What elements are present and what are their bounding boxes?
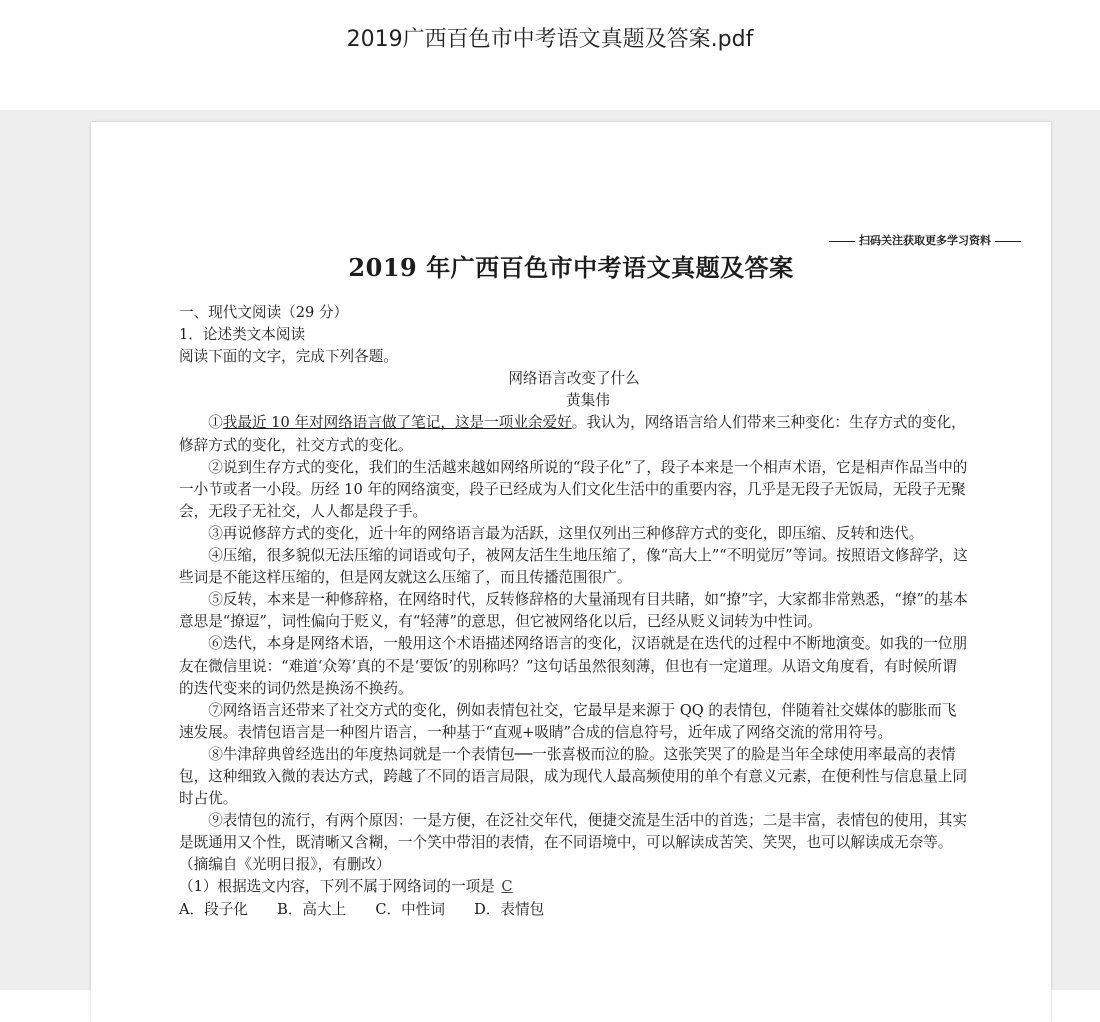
paragraph-7: ⑦网络语言还带来了社交方式的变化，例如表情包社交，它最早是来源于 QQ 的表情包，伴随着社交媒体的膨胀而飞速发展。表情包语言是一种图片语言，一种基于“直观+吸睛”合成的信息符号，近年成了网络交流的常用符号。 (179, 701, 957, 741)
paragraph-5: ⑤反转，本来是一种修辞格，在网络时代，反转修辞格的大量涌现有目共睹，如“撩”字，大家都非常熟悉，“撩”的基本意思是“撩逗”，词性偏向于贬义，有“轻薄”的意思，但它被网络化以后，已经从贬义词转为中性词。 (179, 591, 968, 631)
paragraph-8: ⑧牛津辞典曾经选出的年度热词就是一个表情包──一张喜极而泣的脸。这张笑哭了的脸是当年全球使用率最高的表情包，这种细致入微的表达方式，跨越了不同的语言局限，成为现代人最高频使用的单个有意义元素，在便利性与信息量上同时占优。 (179, 745, 968, 808)
paragraph-4: ④压缩，很多貌似无法压缩的词语或句子，被网友活生生地压缩了，像“高大上”“不明觉厉”等词。按照语文修辞学，这些词是不能这样压缩的，但是网友就这么压缩了，而且传播范围很广。 (179, 547, 968, 587)
source-note: （摘编自《光明日报》，有删改） (179, 856, 391, 874)
paragraph-1 (179, 412, 969, 456)
section-heading: 一、现代文阅读（29 分） (179, 304, 349, 321)
watermark-text: 扫码关注获取更多学习资料 (859, 234, 991, 247)
pdf-viewer[interactable] (0, 110, 1100, 990)
paragraph-6: ⑥迭代，本身是网络术语，一般用这个术语描述网络语言的变化，汉语就是在迭代的过程中不断地演变。如我的一位朋友在微信里说：“难道‘众筹’真的不是‘要饭’的别称吗？”这句话虽然很刻薄，但也有一定道理。从语文角度看，有时候所谓的迭代变来的词仍然是换汤不换药。 (179, 635, 968, 697)
paragraph-3: ③再说修辞方式的变化，近十年的网络语言最为活跃，这里仅列出三种修辞方式的变化，即压缩、反转和迭代。 (208, 524, 924, 542)
paragraph-1-number: ① (208, 414, 223, 432)
instruction-text: 阅读下面的文字，完成下列各题。 (179, 348, 398, 366)
question-1 (179, 876, 969, 898)
watermark (825, 232, 1025, 248)
paragraph-1-underlined: 我最近 10 年对网络语言做了笔记，这是一项业余爱好 (222, 414, 572, 432)
article-author: 黄集伟 (566, 392, 610, 410)
file-header (0, 0, 1100, 110)
watermark-dash-right (995, 241, 1021, 242)
question-1-answer: C (501, 878, 513, 896)
file-title: 2019广西百色市中考语文真题及答案.pdf (346, 27, 754, 52)
paragraph-1-rest: 。我认为，网络语言给人们带来三种变化：生存方式的变化，修辞方式的变化，社交方式的变化。 (179, 414, 966, 454)
question-1-options: A．段子化 B．高大上 C．中性词 D．表情包 (179, 900, 545, 918)
paragraph-2: ②说到生存方式的变化，我们的生活越来越如网络所说的“段子化”了，段子本来是一个相声术语，它是相声作品当中的一小节或者一小段。历经 10 年的网络演变，段子已经成为人们文化生活中的重要内容，几乎是无段子无饭局，无段子无聚会，无段子无社交，人人都是段子手。 (179, 458, 968, 520)
document-body (179, 302, 969, 921)
watermark-dash-left (829, 241, 855, 242)
article-title: 网络语言改变了什么 (508, 370, 640, 388)
subsection-heading: 1．论述类文本阅读 (179, 326, 306, 344)
pdf-page (91, 122, 1051, 1022)
paragraph-9: ⑨表情包的流行，有两个原因：一是方便，在泛社交年代，便捷交流是生活中的首选；二是丰富，表情包的使用，其实是既通用又个性，既清晰又含糊，一个笑中带泪的表情，在不同语境中，可以解读成苦笑、笑哭，也可以解读成无奈等。 (179, 812, 968, 852)
document-title: 2019 年广西百色市中考语文真题及答案 (348, 253, 794, 282)
question-1-text: （1）根据选文内容，下列不属于网络词的一项是 (179, 878, 495, 896)
